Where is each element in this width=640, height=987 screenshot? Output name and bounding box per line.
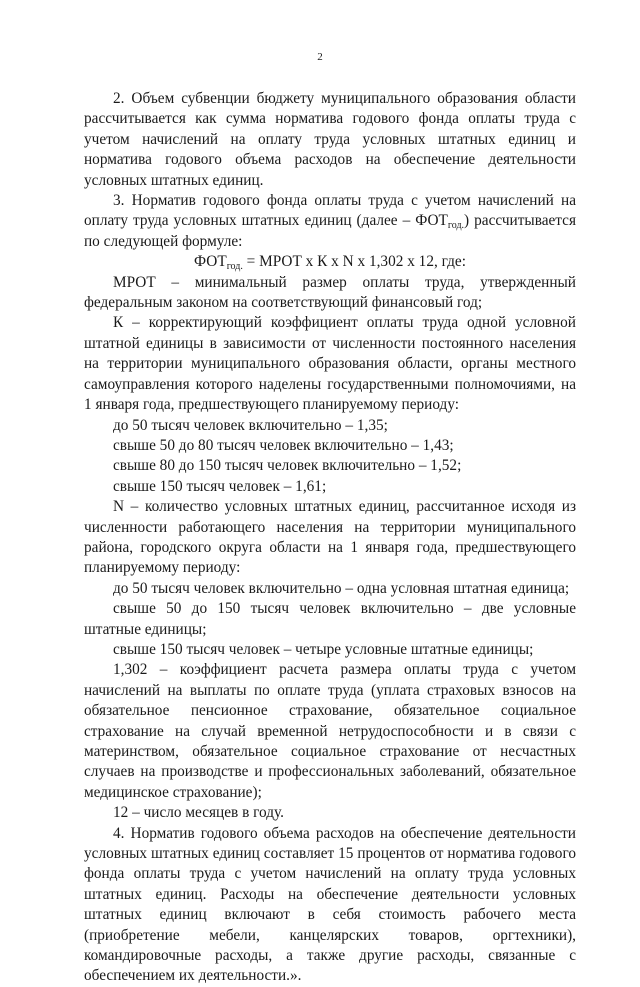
paragraph-3-text-b: ) рассчитывается по следующей формуле: [84,212,576,250]
formula-lhs: ФОТ [194,253,227,271]
page-number: 2 [317,51,323,63]
k-item-1: до 50 тысяч человек включительно – 1,35; [113,416,388,434]
n-item-3: свыше 150 тысяч человек – четыре условные штатные единицы; [113,640,534,658]
n-item-2: свыше 50 до 150 тысяч человек включительно – две условные штатные единицы; [84,600,576,638]
formula [84,252,576,272]
n-definition: N – количество условных штатных единиц, рассчитанное исходя из численности работающего населения на территории муниципального района, городского округа области на 1 января года, предшествующего планируемому периоду: [84,498,576,577]
k-definition: К – корректирующий коэффициент оплаты труда одной условной штатной единицы в зависимости от численности постоянного населения на территории муниципального образования области, органы местного самоуправления которого наделены государственными полномочиями, на 1 января года, предшествующего планируемому периоду: [84,314,576,414]
paragraph-3-subscript: год. [447,220,465,232]
document-body [84,89,576,987]
coefficient-definition: 1,302 – коэффициент расчета размера оплаты труда с учетом начислений на выплаты по оплате труда (уплата страховых взносов на обязательное пенсионное страхование, обязательное социальное страхование на случай временной нетрудоспособности и в связи с материнством, обязательное социальное страхование от несчастных случаев на производстве и профессиональных заболеваний, обязательное медицинское страхование); [84,661,576,801]
formula-subscript: год. [226,261,243,273]
paragraph-3-text-a: 3. Норматив годового фонда оплаты труда с учетом начислений на оплату труда условных штатных единиц (далее – ФОТ [84,192,576,230]
k-item-2: свыше 50 до 80 тысяч человек включительно – 1,43; [113,436,454,454]
k-item-3: свыше 80 до 150 тысяч человек включительно – 1,52; [113,457,462,475]
months-definition: 12 – число месяцев в году. [113,804,284,822]
mrot-definition: МРОТ – минимальный размер оплаты труда, утвержденный федеральным законом на соответствующий финансовый год; [84,273,576,312]
n-item-1: до 50 тысяч человек включительно – одна условная штатная единица; [113,579,570,597]
formula-rhs: = МРОТ х К х N х 1,302 х 12, где: [242,253,466,271]
paragraph-4: 4. Норматив годового объема расходов на обеспечение деятельности условных штатных единиц составляет 15 процентов от норматива годового фонда оплаты труда с учетом начислений на оплату труда условных штатных единиц. Расходы на обеспечение деятельности условных штатных единиц включают в себя стоимость рабочего места (приобретение мебели, канцелярских товаров, оргтехники), командировочные расходы, а также другие расходы, связанные с обеспечением их деятельности.». [84,824,576,985]
k-item-4: свыше 150 тысяч человек – 1,61; [113,477,327,495]
paragraph-3 [84,191,576,252]
paragraph-2: 2. Объем субвенции бюджету муниципального образования области рассчитывается как сумма норматива годового фонда оплаты труда с учетом начислений на оплату труда условных штатных единиц и норматива годового объема расходов на обеспечение деятельности условных штатных единиц. [84,90,576,189]
